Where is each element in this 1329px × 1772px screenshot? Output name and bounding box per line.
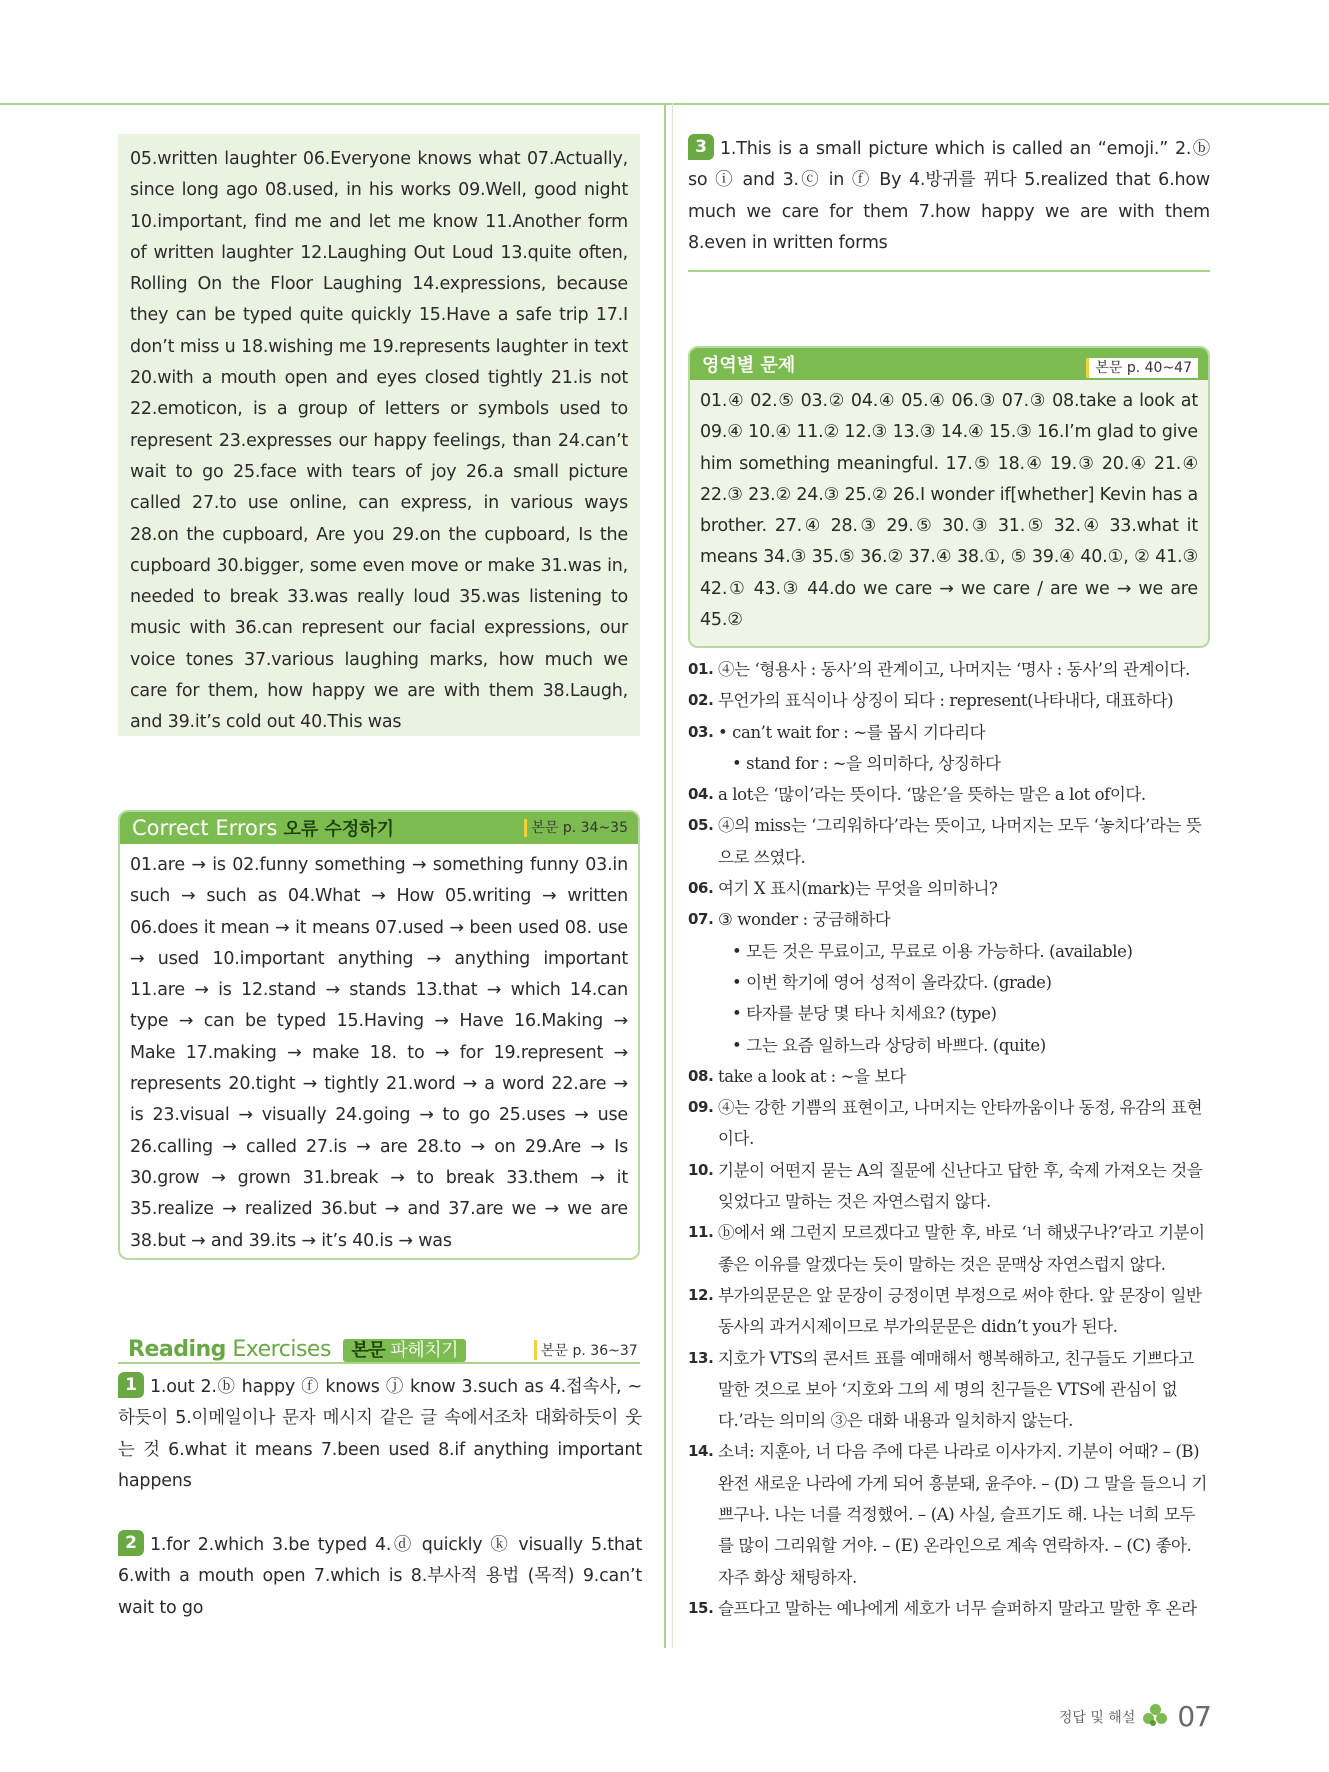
explanation-row	[688, 1155, 1210, 1218]
explanation-number: 01.	[688, 660, 714, 678]
explanation-number: 09.	[688, 1098, 714, 1117]
page-footer	[1059, 1700, 1211, 1733]
reading-tag	[343, 1339, 466, 1362]
explanation-row	[688, 967, 1210, 998]
answer-box-top	[118, 134, 640, 736]
explanation-text: ④는 강한 기쁨의 표현이고, 나머지는 안타까움이나 동정, 유감의 표현이다.	[718, 1098, 1203, 1149]
correct-errors-title-en: Correct Errors	[132, 816, 278, 840]
correct-errors-header	[120, 812, 638, 844]
explanation-number: 07.	[688, 910, 714, 929]
explanation-number: 06.	[688, 879, 714, 898]
exercise-2-text: 1.for 2.which 3.be typed 4.ⓓ quickly ⓚ visually 5.that 6.with a mouth open 7.which is 8.부사적 용법 (목적) 9.can’t wait to go	[118, 1535, 642, 1618]
reading-tag-light: 파헤치기	[390, 1340, 458, 1361]
reading-rule	[118, 1362, 640, 1364]
explanation-number: 05.	[688, 816, 714, 835]
exercise-2-badge: 2	[118, 1530, 144, 1556]
explanation-text: • stand for : ~을 의미하다, 상징하다	[732, 753, 1001, 773]
explanation-row	[688, 685, 1210, 716]
explanations-list	[688, 654, 1210, 1624]
explanation-row	[688, 779, 1210, 810]
explanation-text: 기분이 어떤지 묻는 A의 질문에 신난다고 답한 후, 숙제 가져오는 것을 잊었다고 말하는 것은 자연스럽지 않다.	[718, 1160, 1203, 1212]
explanation-row	[688, 654, 1210, 685]
exercise-1-text: 1.out 2.ⓑ happy ⓕ knows ⓙ know 3.such as 4.접속사, ~하듯이 5.이메일이나 문자 메시지 같은 글 속에서조차 대화하듯이 웃는 것 6.what it means 7.been used 8.if anything important happens	[118, 1377, 642, 1491]
explanation-row	[688, 1593, 1210, 1624]
exercise-3-rule	[688, 270, 1210, 272]
explanation-text: ④는 ‘형용사 : 동사’의 관계이고, 나머지는 ‘명사 : 동사’의 관계이다.	[718, 660, 1191, 679]
explanation-number: 13.	[688, 1348, 714, 1367]
clover-icon	[1143, 1704, 1169, 1730]
explanation-row	[688, 1343, 1210, 1437]
correct-errors-title-ko: 오류 수정하기	[283, 819, 395, 840]
page-number: 07	[1177, 1700, 1211, 1733]
explanation-number: 11.	[688, 1223, 714, 1242]
explanation-row	[688, 1280, 1210, 1343]
explanation-text: 지호가 VTS의 콘서트 표를 예매해서 행복해하고, 친구들도 기쁘다고 말한 것으로 보아 ‘지호와 그의 세 명의 친구들은 VTS에 관심이 없다.’라는 의미의 ③은 대화 내용과 일치하지 않는다.	[718, 1348, 1194, 1431]
correct-errors-body: 01.are → is 02.funny something → something funny 03.in such → such as 04.What → How 05.writing → written 06.does it mean → it means 07.used → been used 08. use → used 10.important anything → anything important 11.are → is 12.stand → stands 13.that → which 14.can type → can be typed 15.Having → Have 16.Making → Make 17.making → make 18. to → for 19.represent → represents 20.tight → tightly 21.word → a word 22.are → is 23.visual → visually 24.going → to go 25.uses → use 26.calling → called 27.is → are 28.to → on 29.Are → Is 30.grow → grown 31.break → to break 33.them → it 35.realize → realized 36.but → and 37.are we → we are 38.but → and 39.its → it’s 40.is → was	[130, 855, 628, 1251]
explanation-text: • 그는 요즘 일하느라 상당히 바쁘다. (quite)	[732, 1035, 1046, 1055]
column-divider-light	[672, 103, 673, 1648]
explanation-row	[688, 1092, 1210, 1155]
explanation-row	[688, 748, 1210, 779]
explanation-number: 15.	[688, 1598, 714, 1617]
area-questions-title: 영역별 문제	[702, 355, 796, 376]
explanation-text: • 이번 학기에 영어 성적이 올라갔다. (grade)	[732, 972, 1052, 992]
explanation-row	[688, 904, 1210, 935]
exercise-3-badge: 3	[688, 134, 714, 160]
footer-label: 정답 및 해설	[1058, 1709, 1136, 1726]
explanation-text: 무언가의 표식이나 상징이 되다 : represent(나타내다, 대표하다)	[718, 691, 1174, 711]
explanation-text: a lot은 ‘많이’라는 뜻이다. ‘많은’을 뜻하는 말은 a lot of이다.	[718, 785, 1146, 805]
reading-exercise-2	[112, 1530, 642, 1624]
reading-exercise-3	[688, 134, 1210, 259]
explanation-text: • 모든 것은 무료이고, 무료로 이용 가능하다. (available)	[732, 941, 1133, 961]
area-questions-header	[690, 348, 1208, 380]
correct-errors-panel	[118, 810, 640, 1260]
explanation-text: take a look at : ~을 보다	[718, 1066, 906, 1086]
reading-pageref: 본문 p. 36~37	[534, 1340, 638, 1360]
explanation-row	[688, 810, 1210, 873]
explanation-row	[688, 998, 1210, 1029]
explanation-text: 부가의문문은 앞 문장이 긍정이면 부정으로 써야 한다. 앞 문장이 일반동사의 과거시제이므로 부가의문문은 didn’t you가 된다.	[718, 1285, 1202, 1337]
area-questions-panel	[688, 346, 1210, 648]
answer-box-text: 05.written laughter 06.Everyone knows what 07.Actually, since long ago 08.used, in his works 09.Well, good night 10.important, find me and let me know 11.Another form of written laughter 12.Laughing Out Loud 13.quite often, Rolling On the Floor Laughing 14.expressions, because they can be typed quite quickly 15.Have a safe trip 17.I don’t miss u 18.wishing me 19.represents laughter in text 20.with a mouth open and eyes closed tightly 21.is not 22.emoticon, is a group of letters or symbols used to represent 23.expresses our happy feelings, than 24.can’t wait to go 25.face with tears of joy 26.a small picture called 27.to use online, can express, in various ways 28.on the cupboard, Are you 29.on the cupboard, Is the cupboard 30.bigger, some even move or make 31.was in, needed to break 33.was really loud 35.was listening to music with 36.can represent our facial expressions, our voice tones 37.various laughing marks, how much we care for them, how happy we are with them 38.Laugh, and 39.it’s cold out 40.This was	[130, 149, 628, 733]
explanation-row	[688, 873, 1210, 904]
exercise-3-text: 1.This is a small picture which is called an “emoji.” 2.ⓑ so ⓘ and 3.ⓒ in ⓕ By 4.방귀를 뀌다 5.realized that 6.how much we care for them 7.how happy we are with them 8.even in written forms	[688, 139, 1210, 253]
explanation-text: 슬프다고 말하는 예나에게 세호가 너무 슬퍼하지 말라고 말한 후 온라	[718, 1598, 1197, 1618]
reading-title-light: Exercises	[232, 1337, 331, 1362]
explanation-row	[688, 1217, 1210, 1280]
area-questions-pageref: 본문 p. 40~47	[1086, 358, 1198, 378]
explanation-number: 02.	[688, 691, 714, 710]
explanation-text: ③ wonder : 궁금해하다	[718, 910, 891, 930]
explanation-text: ④의 miss는 ‘그리워하다’라는 뜻이고, 나머지는 모두 ‘놓치다’라는 뜻으로 쓰였다.	[718, 816, 1202, 867]
explanation-number: 04.	[688, 785, 714, 804]
exercise-1-badge: 1	[118, 1372, 144, 1398]
explanation-number: 12.	[688, 1285, 714, 1304]
explanation-row	[688, 936, 1210, 967]
column-divider	[664, 103, 666, 1648]
explanation-text: ⓑ에서 왜 그런지 모르겠다고 말한 후, 바로 ‘너 해냈구나?’라고 기분이 좋은 이유를 알겠다는 듯이 말하는 것은 문맥상 자연스럽지 않다.	[718, 1223, 1205, 1274]
correct-errors-pageref: 본문 p. 34~35	[524, 819, 628, 837]
explanation-number: 03.	[688, 722, 714, 741]
explanation-number: 14.	[688, 1442, 714, 1461]
explanation-text: 소녀: 지훈아, 너 다음 주에 다른 나라로 이사가지. 기분이 어때? – (B) 완전 새로운 나라에 가게 되어 흥분돼, 윤주야. – (D) 그 말을 들으니 기쁘구나. 나는 너를 걱정했어. – (A) 사실, 슬프기도 해. 나는 너희 모두를 많이 그리워할 거야. – (E) 온라인으로 계속 연락하자. – (C) 좋아. 자주 화상 채팅하자.	[718, 1442, 1208, 1587]
explanation-row	[688, 717, 1210, 748]
explanation-text: • can’t wait for : ~를 몹시 기다리다	[718, 722, 986, 742]
explanation-text: 여기 X 표시(mark)는 무엇을 의미하니?	[718, 879, 998, 899]
area-questions-body: 01.④ 02.⑤ 03.② 04.④ 05.④ 06.③ 07.③ 08.take a look at 09.④ 10.④ 11.② 12.③ 13.③ 14.④ 15.③ 16.I’m glad to give him something meaningful. 17.⑤ 18.④ 19.③ 20.④ 21.④ 22.③ 23.② 24.③ 25.② 26.I wonder if[whether] Kevin has a brother. 27.④ 28.③ 29.⑤ 30.③ 31.⑤ 32.④ 33.what it means 34.③ 35.⑤ 36.② 37.④ 38.①, ⑤ 39.④ 40.①, ② 41.③ 42.① 43.③ 44.do we care → we care / are we → we are 45.②	[700, 391, 1198, 631]
explanation-number: 10.	[688, 1160, 714, 1179]
reading-title-bold: Reading	[128, 1337, 226, 1362]
explanation-row	[688, 1030, 1210, 1061]
explanation-text: • 타자를 분당 몇 타나 치세요? (type)	[732, 1004, 997, 1024]
explanation-row	[688, 1436, 1210, 1592]
reading-tag-bold: 본문	[351, 1340, 386, 1361]
explanation-number: 08.	[688, 1066, 714, 1085]
explanation-row	[688, 1061, 1210, 1092]
reading-exercises-title	[128, 1336, 466, 1362]
reading-exercise-1	[112, 1372, 642, 1497]
